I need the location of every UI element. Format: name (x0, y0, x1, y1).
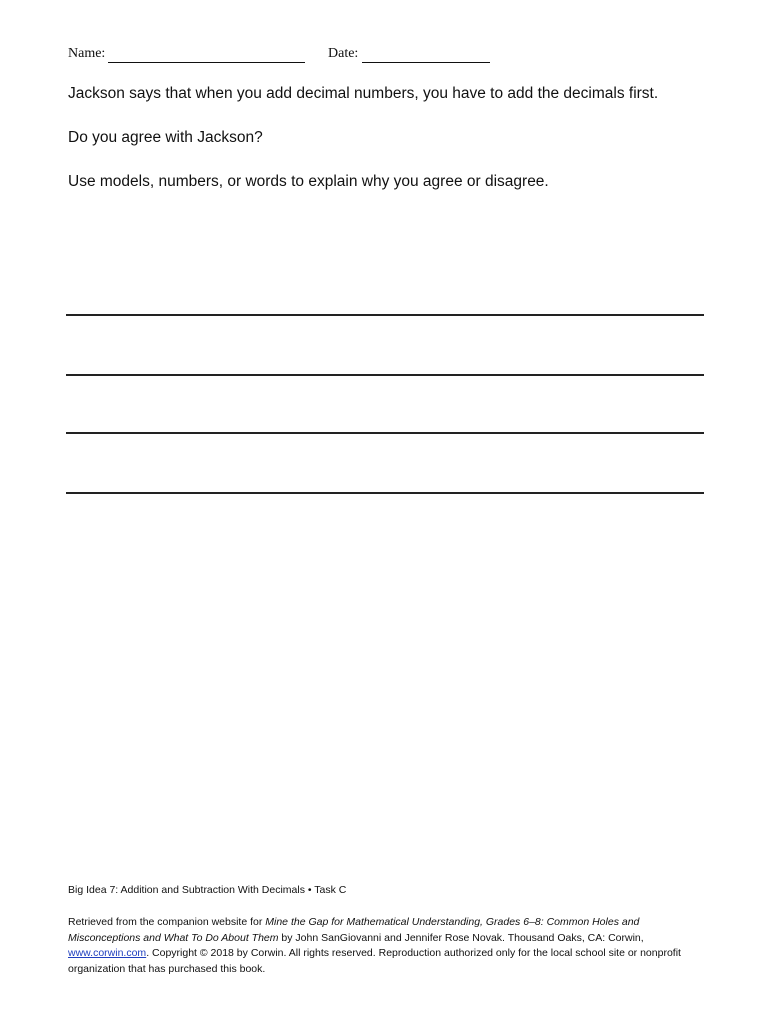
answer-line-2[interactable] (66, 374, 704, 376)
problem-question: Do you agree with Jackson? (68, 129, 263, 146)
corwin-link[interactable]: www.corwin.com (68, 947, 147, 959)
book-title: Mine the Gap for Mathematical Understanding, Grades 6–8: Common Holes and Misconceptions and What To Do About Them (68, 916, 640, 944)
problem-statement: Jackson says that when you add decimal numbers, you have to add the decimals first. (68, 85, 659, 102)
credit-authors: by John SanGiovanni and Jennifer Rose Novak. Thousand Oaks, CA: Corwin, (278, 931, 644, 944)
name-field-line[interactable] (108, 62, 305, 63)
name-label: Name: (68, 46, 106, 61)
answer-line-1[interactable] (66, 314, 704, 316)
date-label: Date: (328, 46, 359, 61)
answer-line-4[interactable] (66, 492, 704, 494)
footer-task-label: Big Idea 7: Addition and Subtraction With Decimals • Task C (68, 884, 347, 896)
answer-line-3[interactable] (66, 432, 704, 434)
date-field-line[interactable] (362, 62, 490, 63)
credit-prefix: Retrieved from the companion website for (68, 916, 266, 928)
credit-suffix: . Copyright © 2018 by Corwin. All rights reserved. Reproduction authorized only for the local school site or nonprofit organization that has purchased this book. (68, 947, 681, 975)
footer-credit (68, 915, 708, 977)
problem-instruction: Use models, numbers, or words to explain why you agree or disagree. (68, 173, 549, 190)
